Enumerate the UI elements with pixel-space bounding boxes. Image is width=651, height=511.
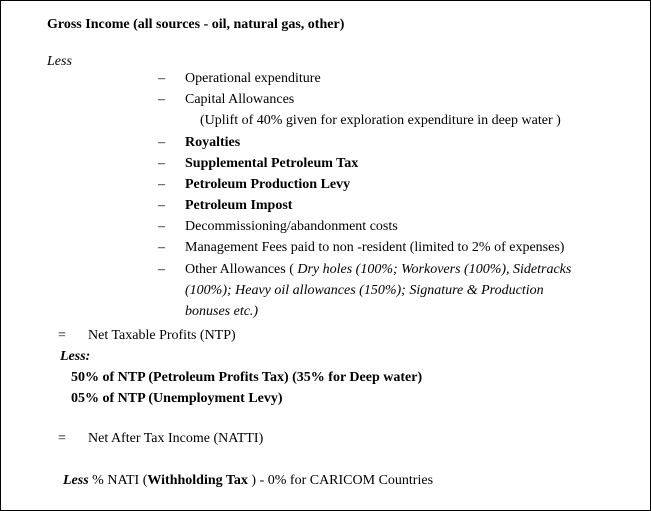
unemployment-levy-line: 05% of NTP (Unemployment Levy) xyxy=(71,391,283,406)
list-bullet: – xyxy=(158,135,165,150)
list-item-capital-allowances: Capital Allowances xyxy=(185,92,295,107)
list-item-decommissioning-costs: Decommissioning/abandonment costs xyxy=(185,219,398,234)
list-item-management-fees: Management Fees paid to non -resident (limited to 2% of expenses) xyxy=(185,240,565,255)
list-bullet: – xyxy=(158,240,165,255)
equals-sign: = xyxy=(58,431,66,446)
list-bullet: – xyxy=(158,71,165,86)
less-label: Less xyxy=(47,54,72,69)
list-item-supplemental-petroleum-tax: Supplemental Petroleum Tax xyxy=(185,156,359,171)
withholding-rest: ) - 0% for CARICOM Countries xyxy=(247,473,434,488)
list-bullet: – xyxy=(158,156,165,171)
list-item-petroleum-production-levy: Petroleum Production Levy xyxy=(185,177,351,192)
list-item-operational-expenditure: Operational expenditure xyxy=(185,71,321,86)
list-item-other-allowances xyxy=(185,262,571,278)
ntp-line: Net Taxable Profits (NTP) xyxy=(88,328,236,343)
other-allowances-label: Other Allowances ( xyxy=(185,262,298,277)
gross-income-title: Gross Income (all sources - oil, natural gas, other) xyxy=(47,17,345,32)
withholding-pct: % NATI ( xyxy=(88,473,148,488)
list-bullet: – xyxy=(158,177,165,192)
uplift-note: (Uplift of 40% given for exploration expenditure in deep water ) xyxy=(200,113,561,128)
petroleum-profits-tax-line: 50% of NTP (Petroleum Profits Tax) (35% for Deep water) xyxy=(71,370,423,385)
other-allowances-detail-2: (100%); Heavy oil allowances (150%); Signature & Production xyxy=(185,283,544,298)
natti-line: Net After Tax Income (NATTI) xyxy=(88,431,264,446)
list-bullet: – xyxy=(158,219,165,234)
other-allowances-detail-1: Dry holes (100%; Workovers (100%), Sidetracks xyxy=(297,262,572,277)
less-label-2: Less: xyxy=(60,349,91,364)
withholding-less-label: Less xyxy=(63,473,89,488)
equals-sign: = xyxy=(58,328,66,343)
other-allowances-detail-3: bonuses etc.) xyxy=(185,304,259,319)
list-bullet: – xyxy=(158,198,165,213)
list-item-petroleum-impost: Petroleum Impost xyxy=(185,198,293,213)
list-item-royalties: Royalties xyxy=(185,135,241,150)
list-bullet: – xyxy=(158,262,165,277)
withholding-tax-line xyxy=(63,473,433,489)
list-bullet: – xyxy=(158,92,165,107)
withholding-tax-label: Withholding Tax xyxy=(147,473,248,488)
